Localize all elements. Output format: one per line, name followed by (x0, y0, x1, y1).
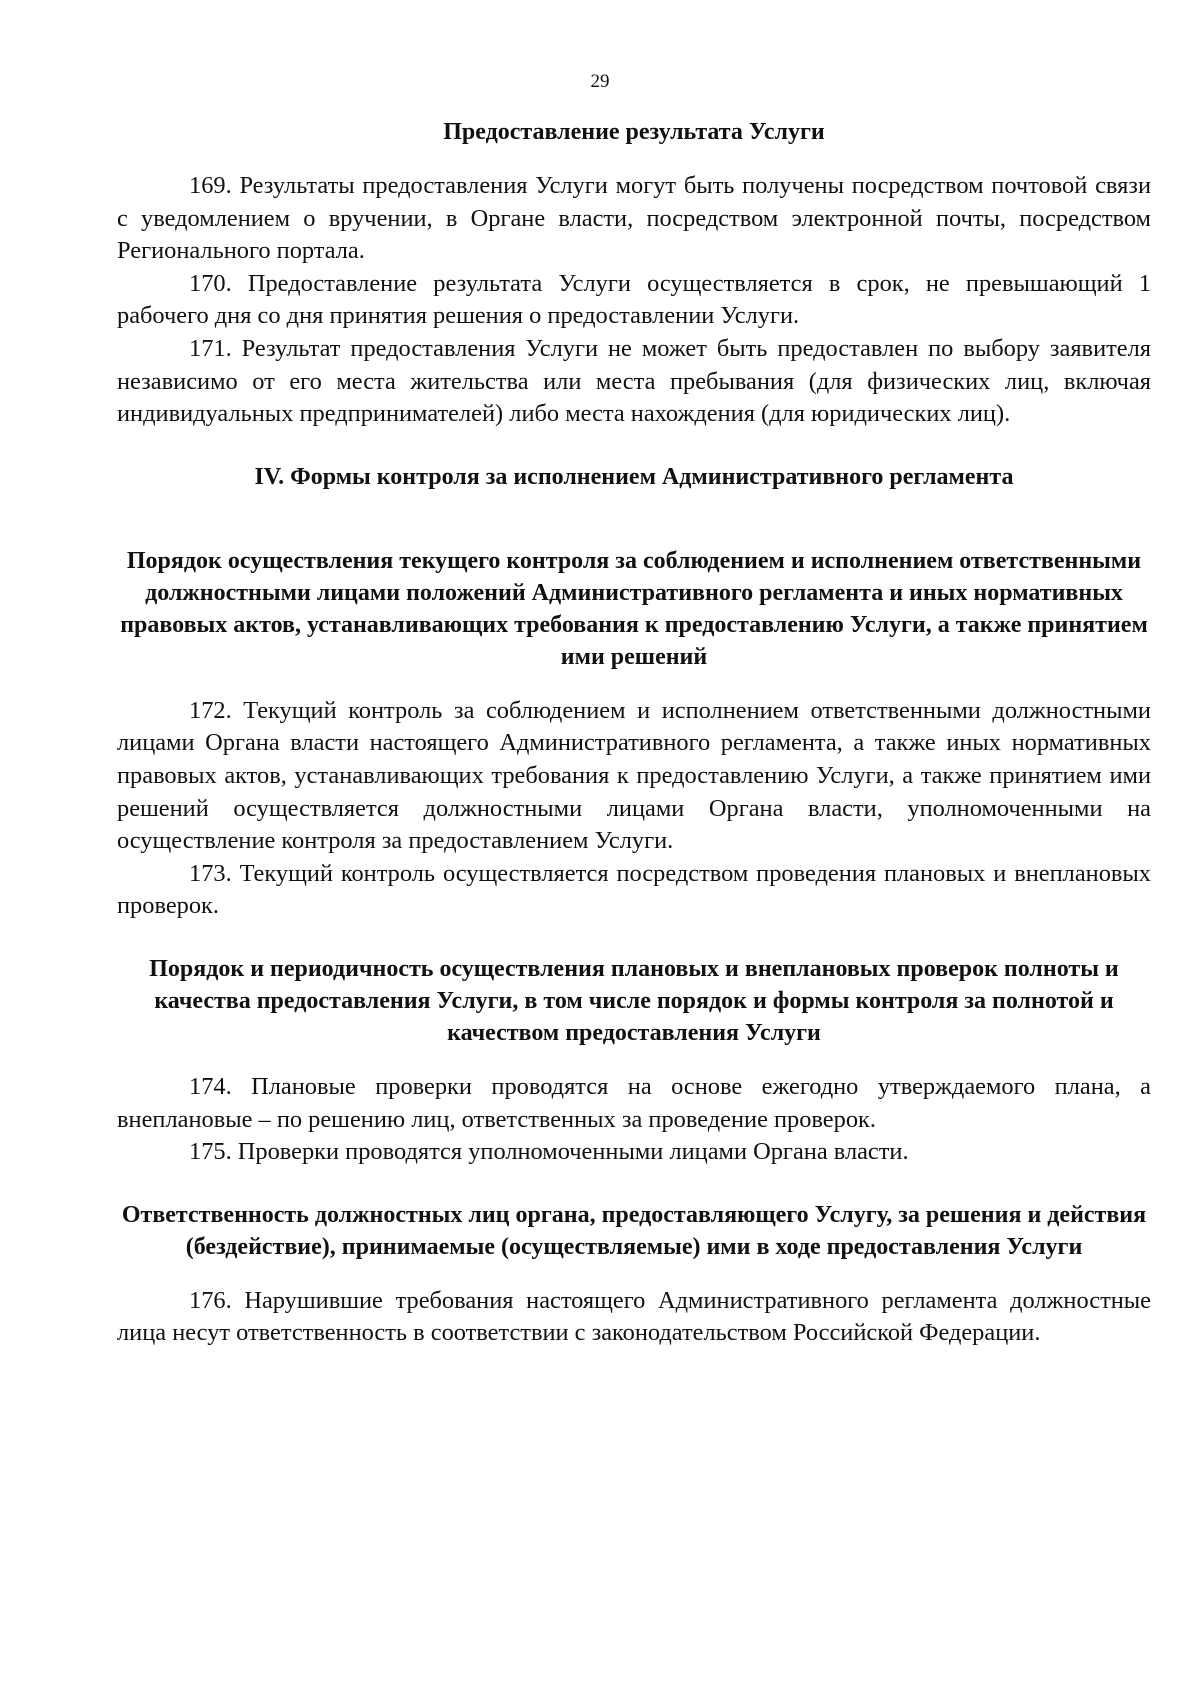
page-content (117, 116, 1151, 1350)
section-heading-current-control: Порядок осуществления текущего контроля за соблюдением и исполнением ответственными должностными лицами положений Административного регламента и иных нормативных правовых актов, устанавливающих требования к предоставлению Услуги, а также принятием ими решений (120, 547, 1148, 670)
paragraph-173: 173. Текущий контроль осуществляется посредством проведения плановых и внеплановых проверок. (117, 859, 1151, 920)
paragraph-175: 175. Проверки проводятся уполномоченными лицами Органа власти. (189, 1138, 909, 1166)
section-heading-responsibility: Ответственность должностных лиц органа, предоставляющего Услугу, за решения и действия (бездействие), принимаемые (осуществляемые) ими в ходе предоставления Услуги (121, 1201, 1147, 1260)
section-heading-result: Предоставление результата Услуги (443, 119, 825, 145)
page-number: 29 (590, 71, 610, 92)
paragraph-170: 170. Предоставление результата Услуги осуществляется в срок, не превышающий 1 рабочего дня со дня принятия решения о предоставлении Услуги. (117, 269, 1151, 330)
paragraph-174: 174. Плановые проверки проводятся на основе ежегодно утверждаемого плана, а внеплановые – по решению лиц, ответственных за проведение проверок. (117, 1072, 1151, 1133)
paragraph-169: 169. Результаты предоставления Услуги могут быть получены посредством почтовой связи с уведомлением о вручении, в Органе власти, посредством электронной почты, посредством Регионального портала. (117, 172, 1151, 265)
chapter-heading-iv: IV. Формы контроля за исполнением Административного регламента (254, 463, 1014, 490)
paragraph-172: 172. Текущий контроль за соблюдением и исполнением ответственными должностными лицами Органа власти настоящего Административного регламента, а также иных нормативных правовых актов, устанавливающих требования к предоставлению Услуги, а также принятием ими решений осуществляется должностными лицами Органа власти, уполномоченными на осуществление контроля за предоставлением Услуги. (117, 696, 1151, 855)
paragraph-176: 176. Нарушившие требования настоящего Административного регламента должностные лица несут ответственность в соответствии с законодательством Российской Федерации. (117, 1286, 1151, 1347)
section-heading-inspections: Порядок и периодичность осуществления плановых и внеплановых проверок полноты и качества предоставления Услуги, в том числе порядок и формы контроля за полнотой и качеством предоставления Услуги (149, 955, 1119, 1046)
paragraph-171: 171. Результат предоставления Услуги не может быть предоставлен по выбору заявителя независимо от его места жительства или места пребывания (для физических лиц, включая индивидуальных предпринимателей) либо места нахождения (для юридических лиц). (117, 334, 1151, 428)
